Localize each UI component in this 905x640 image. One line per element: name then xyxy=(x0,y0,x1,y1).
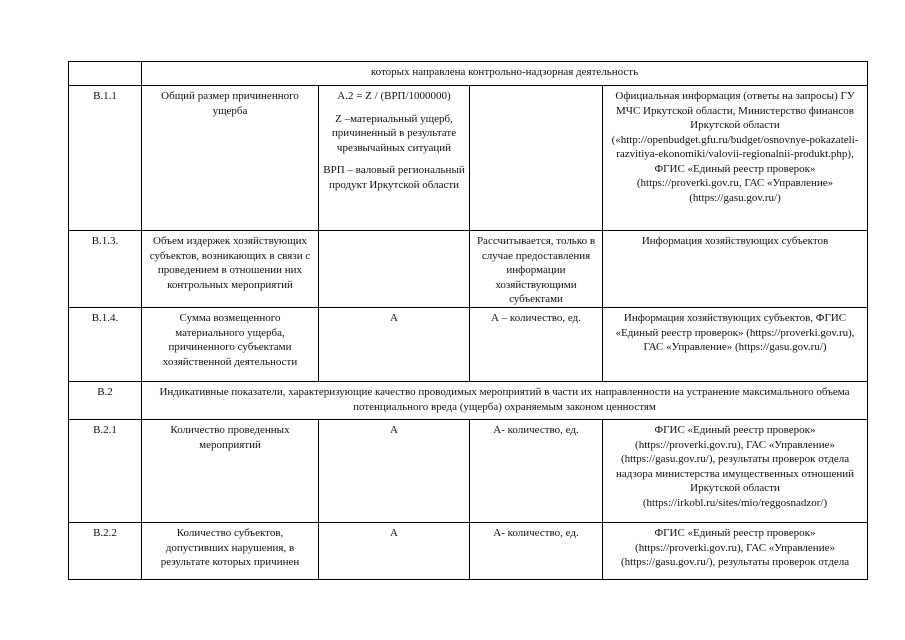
indicator-name: Объем издержек хозяйствующих субъектов, возникающих в связи с проведением в отношении них контрольных мероприятий xyxy=(142,231,319,308)
comment-cell: А- количество, ед. xyxy=(470,420,603,523)
row-code: В.1.1 xyxy=(69,86,142,231)
indicators-table xyxy=(68,61,868,580)
indicator-name: Количество проведенных мероприятий xyxy=(142,420,319,523)
indicator-name: Сумма возмещенного материального ущерба, причиненного субъектами хозяйственной деятельности xyxy=(142,308,319,382)
row-code: В.2.2 xyxy=(69,523,142,580)
section-heading: которых направлена контрольно-надзорная деятельность xyxy=(142,62,868,86)
indicator-name: Количество субъектов, допустивших нарушения, в результате которых причинен xyxy=(142,523,319,580)
formula-cell: А xyxy=(319,308,470,382)
table-row xyxy=(69,308,868,382)
row-code: В.1.4. xyxy=(69,308,142,382)
section-heading: Индикативные показатели, характеризующие качество проводимых мероприятий в части их направленности на устранение максимального объема потенциального вреда (ущерба) охраняемым законом ценностям xyxy=(142,382,868,420)
formula-cell: А xyxy=(319,420,470,523)
row-code: В.1.3. xyxy=(69,231,142,308)
formula-cell: А xyxy=(319,523,470,580)
indicator-name: Общий размер причиненного ущерба xyxy=(142,86,319,231)
comment-cell: Рассчитывается, только в случае предоставления информации хозяйствующими субъектами xyxy=(470,231,603,308)
row-code: В.2 xyxy=(69,382,142,420)
formula-cell xyxy=(319,231,470,308)
source-cell: Официальная информация (ответы на запросы) ГУ МЧС Иркутской области, Министерство финансов Иркутской области («http://openbudget.gfu.ru/budget/osnovnye-pokazateli-razvitiya-ekonomiki/valovii-regionalnii-produkt.php), ФГИС «Единый реестр проверок» (https://proverki.gov.ru, ГАС «Управление» (https://gasu.gov.ru/) xyxy=(603,86,868,231)
formula-variable-vrp: ВРП – валовый региональный продукт Иркутской области xyxy=(323,164,465,191)
table-row xyxy=(69,523,868,580)
row-code xyxy=(69,62,142,86)
source-cell: Информация хозяйствующих субъектов, ФГИС «Единый реестр проверок» (https://proverki.gov.ru), ГАС «Управление» (https://gasu.gov.ru/) xyxy=(603,308,868,382)
comment-cell: А – количество, ед. xyxy=(470,308,603,382)
table-row xyxy=(69,231,868,308)
source-cell: ФГИС «Единый реестр проверок» (https://proverki.gov.ru), ГАС «Управление» (https://gasu.gov.ru/), результаты проверок отдела xyxy=(603,523,868,580)
table-row xyxy=(69,62,868,86)
source-cell: ФГИС «Единый реестр проверок» (https://proverki.gov.ru), ГАС «Управление» (https://gasu.gov.ru/), результаты проверок отдела надзора министерства имущественных отношений Иркутской области (https://irkobl.ru/sites/mio/reggosnadzor/) xyxy=(603,420,868,523)
comment-cell xyxy=(470,86,603,231)
comment-cell: А- количество, ед. xyxy=(470,523,603,580)
source-cell: Информация хозяйствующих субъектов xyxy=(603,231,868,308)
row-code: В.2.1 xyxy=(69,420,142,523)
table-row xyxy=(69,420,868,523)
formula-text: А.2 = Z / (ВРП/1000000) xyxy=(337,90,451,102)
table-row xyxy=(69,86,868,231)
formula-variable-z: Z –материальный ущерб, причиненный в результате чрезвычайных ситуаций xyxy=(331,112,457,154)
formula-cell xyxy=(319,86,470,231)
table-row xyxy=(69,382,868,420)
